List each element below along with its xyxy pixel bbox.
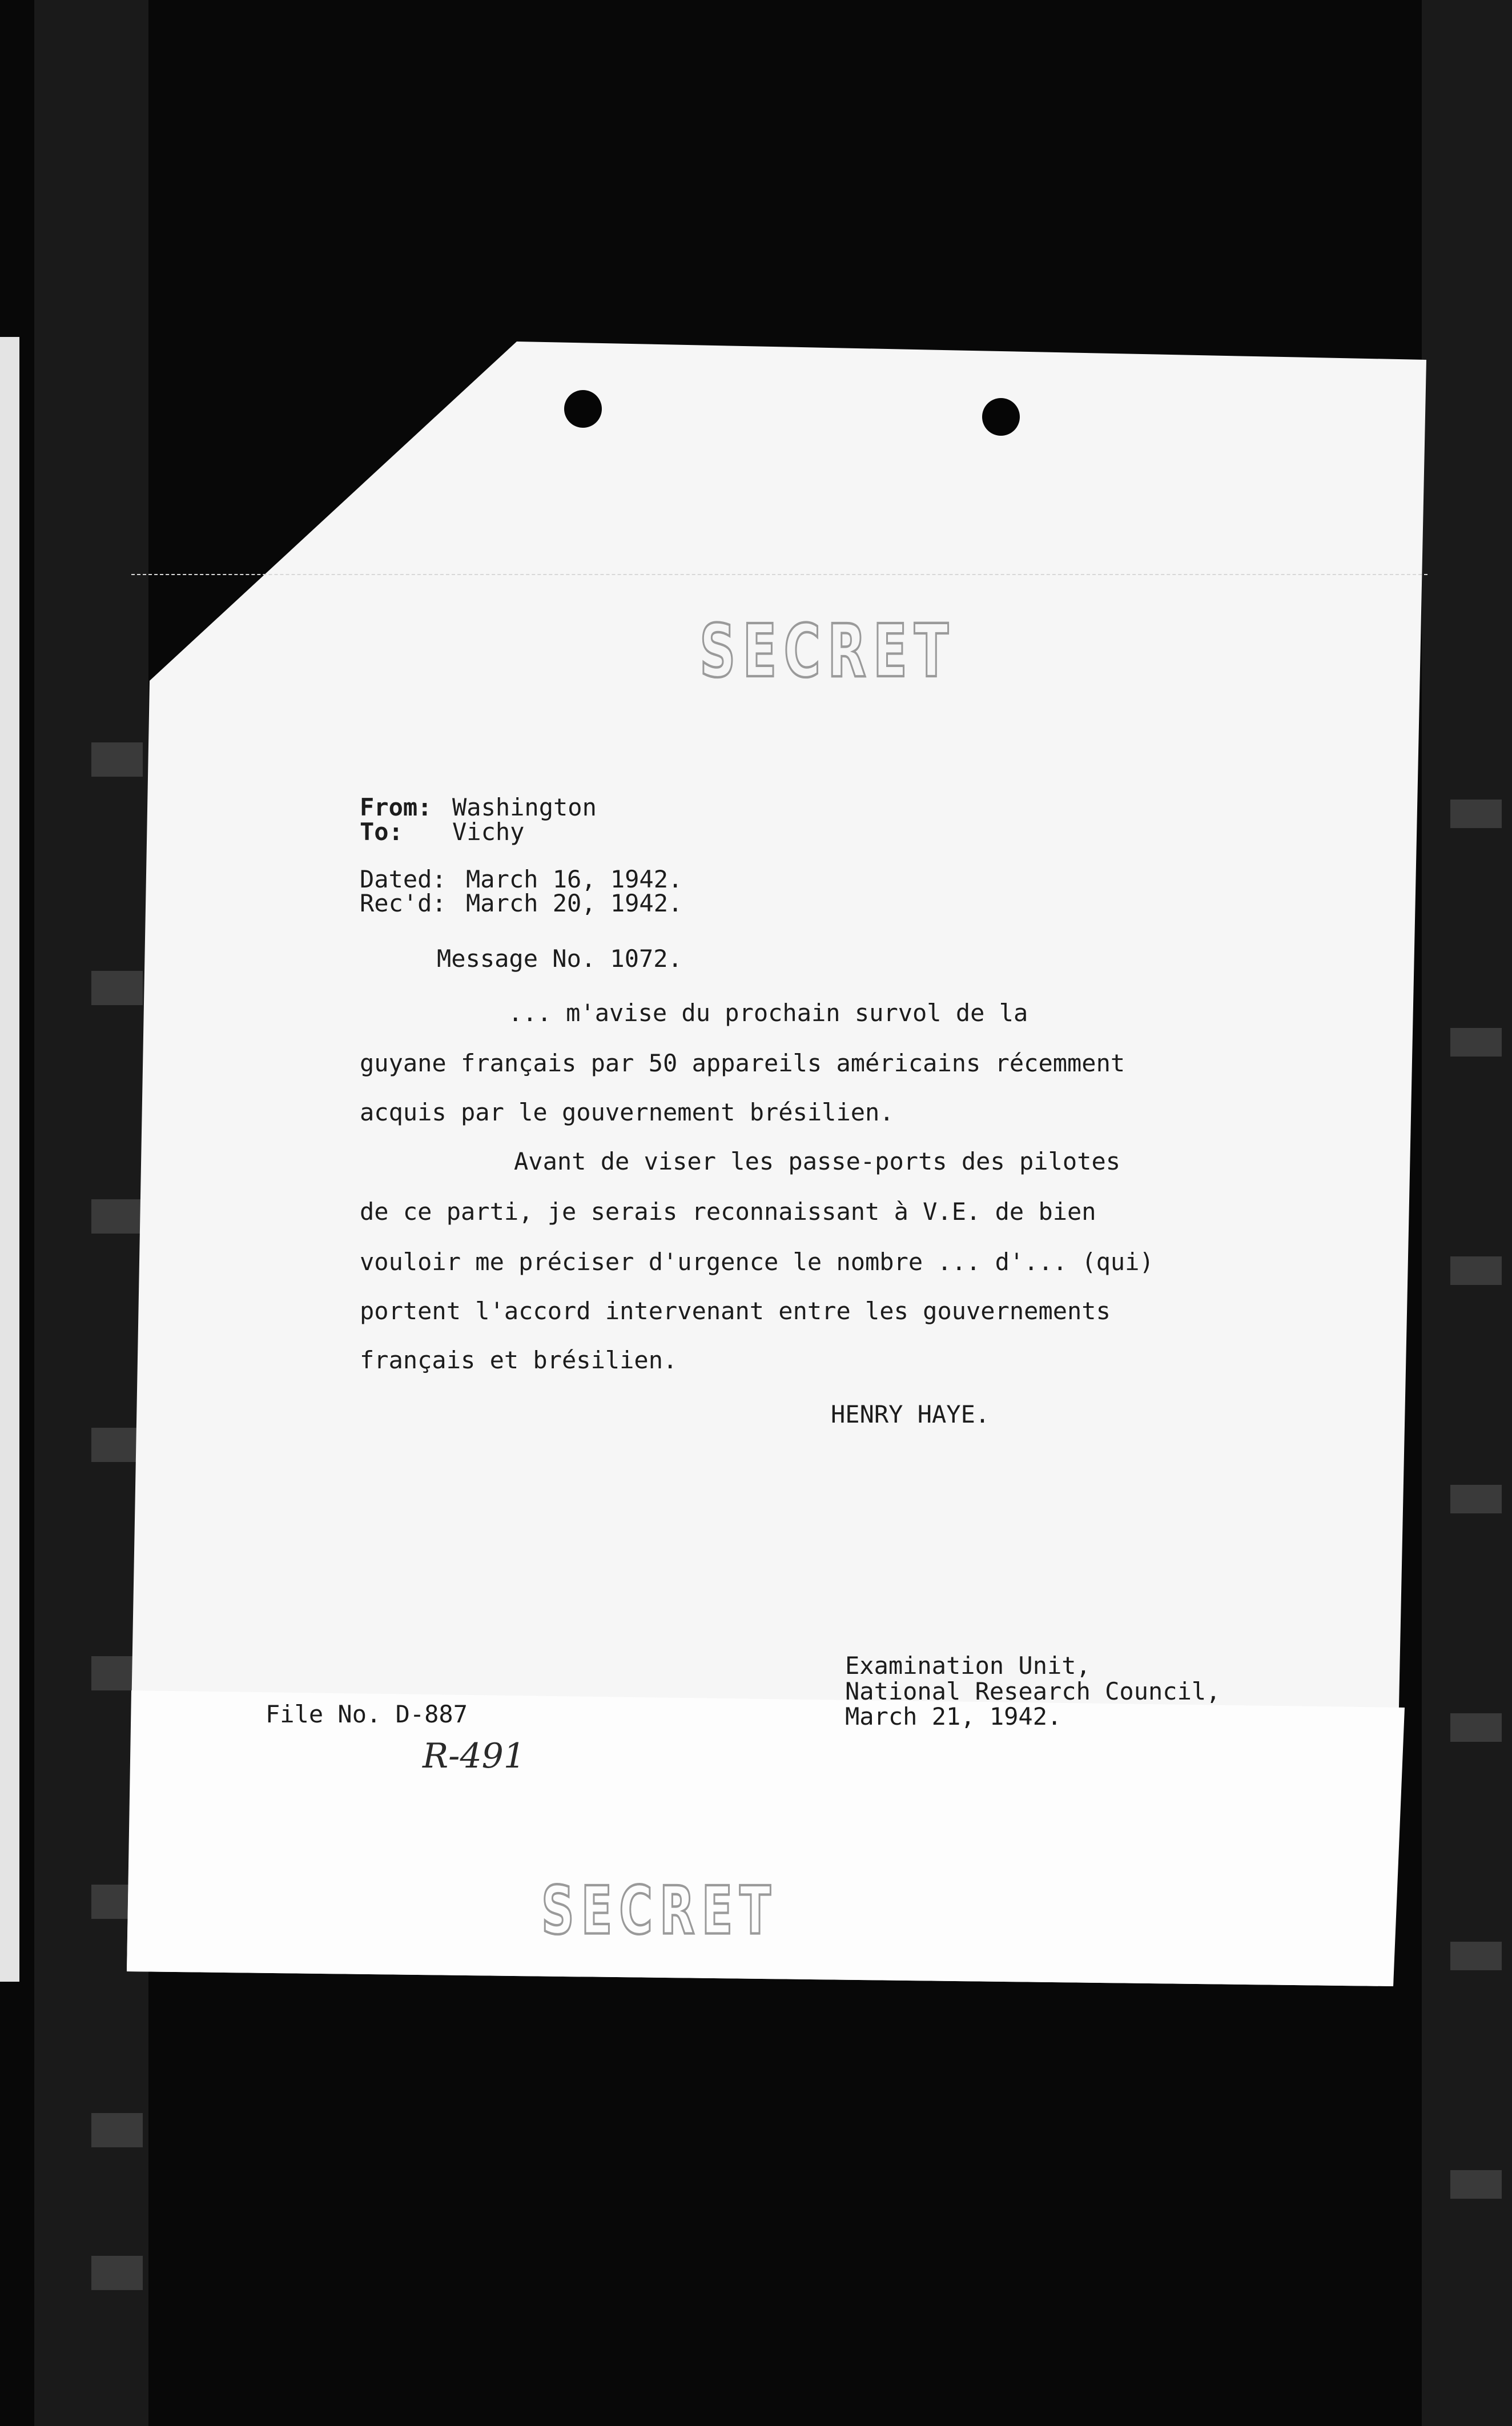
body-line: vouloir me préciser d'urgence le nombre ... d'... (qui) [360,1248,1154,1276]
punch-hole-left [564,390,602,428]
secret-stamp-bottom: SECRET [541,1872,778,1949]
received-label: Rec'd: [360,889,447,917]
signature: HENRY HAYE. [831,1400,990,1428]
secret-stamp-top: SECRET [699,608,955,694]
body-line: acquis par le gouvernement brésilien. [360,1098,894,1126]
examiner-line: National Research Council, [845,1677,1221,1705]
body-line: français et brésilien. [360,1346,678,1374]
examiner-line: Examination Unit, [845,1652,1091,1680]
to-label: To: [360,818,403,846]
examiner-line: March 21, 1942. [845,1702,1062,1730]
handwritten-reference: R-491 [423,1736,525,1776]
dated-value: March 16, 1942. [466,865,683,893]
body-line: Avant de viser les passe-ports des pilotes [514,1147,1121,1175]
from-value: Washington [452,793,597,821]
dated-label: Dated: [360,865,447,893]
body-line: ... m'avise du prochain survol de la [508,999,1028,1027]
body-line: portent l'accord intervenant entre les gouvernements [360,1297,1111,1325]
fold-line [131,574,1427,575]
received-value: March 20, 1942. [466,889,683,917]
body-line: guyane français par 50 appareils américains récemment [360,1049,1125,1077]
punch-hole-right [982,398,1020,436]
file-number: File No. D-887 [266,1700,468,1728]
message-number: Message No. 1072. [437,945,682,973]
to-value: Vichy [452,818,525,846]
body-line: de ce parti, je serais reconnaissant à V.E. de bien [360,1198,1096,1226]
from-label: From: [360,793,432,821]
